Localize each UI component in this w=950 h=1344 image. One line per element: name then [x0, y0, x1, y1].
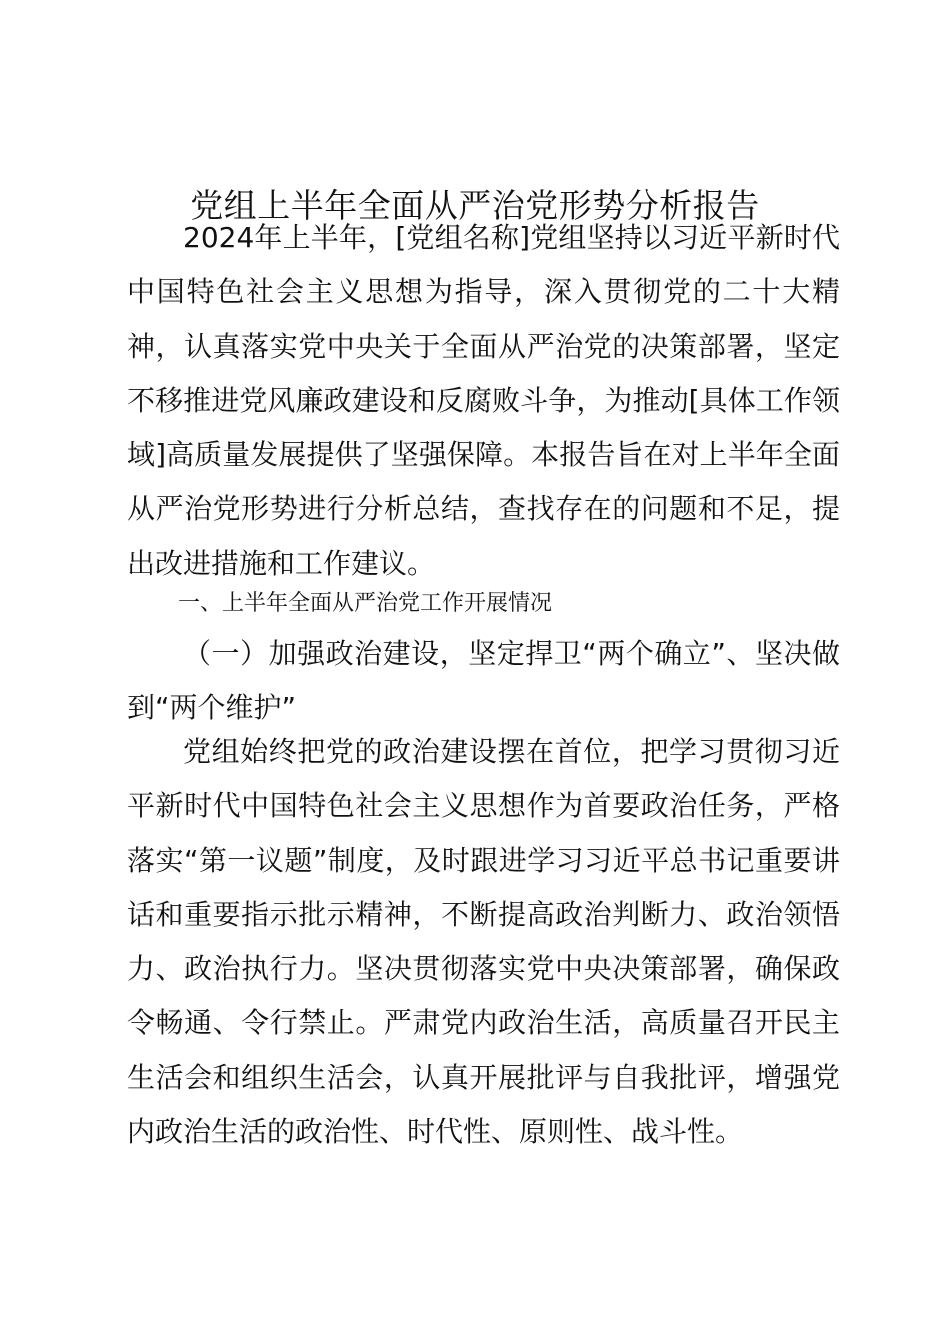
section-heading: 一、上半年全面从严治党工作开展情况 — [178, 591, 553, 616]
subsection-heading: （一）加强政治建设，坚定捍卫“两个确立”、坚决做到“两个维护” — [127, 637, 840, 725]
body-paragraph: 党组始终把党的政治建设摆在首位，把学习贯彻习近平新时代中国特色社会主义思想作为首要政治任务，严格落实“第一议题”制度，及时跟进学习习近平总书记重要讲话和重要指示批示精神，不断提高政治判断力、政治领悟力、政治执行力。坚决贯彻落实党中央决策部署，确保政令畅通、令行禁止。严肃党内政治生活，高质量召开民主生活会和组织生活会，认真开展批评与自我批评，增强党内政治生活的政治性、时代性、原则性、战斗性。 — [127, 735, 840, 1149]
intro-paragraph: 2024年上半年，[党组名称]党组坚持以习近平新时代中国特色社会主义思想为指导，深入贯彻党的二十大精神，认真落实党中央关于全面从严治党的决策部署，坚定不移推进党风廉政建设和反腐败斗争，为推动[具体工作领域]高质量发展提供了坚强保障。本报告旨在对上半年全面从严治党形势进行分析总结，查找存在的问题和不足，提出改进措施和工作建议。 — [127, 221, 840, 580]
document-title: 党组上半年全面从严治党形势分析报告 — [190, 186, 760, 225]
